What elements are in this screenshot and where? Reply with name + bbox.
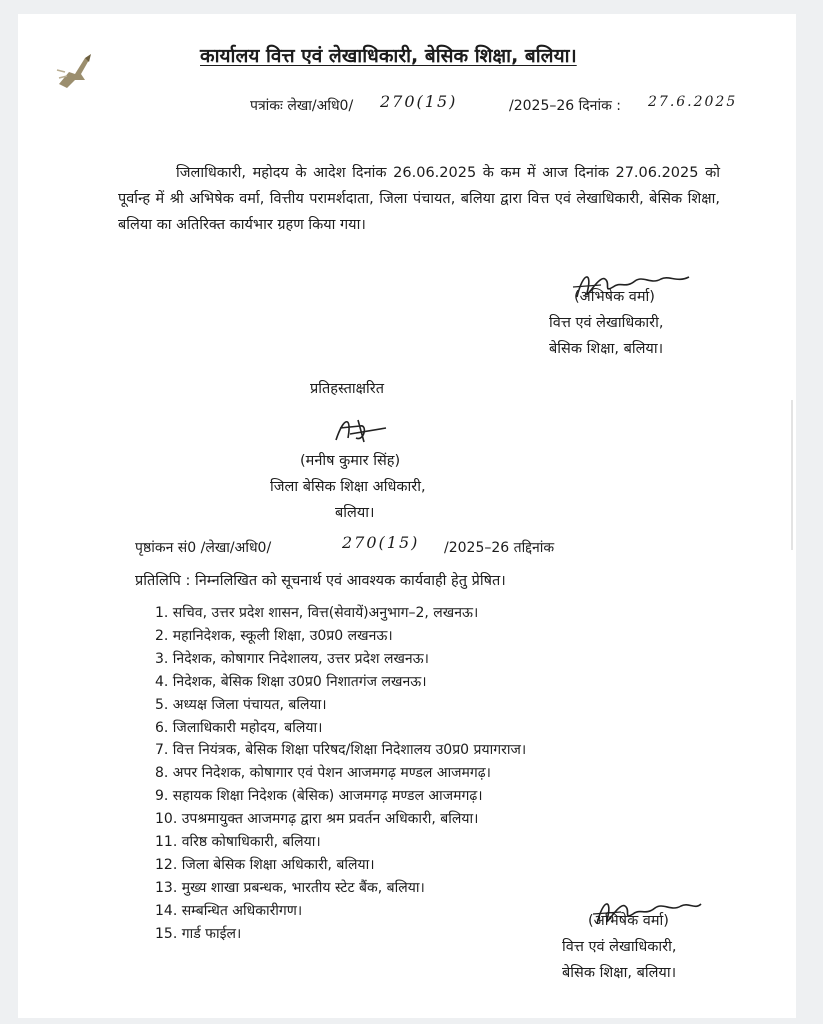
list-item: 9. सहायक शिक्षा निदेशक (बेसिक) आजमगढ़ मण्डल आजमगढ़। <box>155 788 483 804</box>
list-item: 6. जिलाधिकारी महोदय, बलिया। <box>155 720 323 736</box>
list-item: 11. वरिष्ठ कोषाधिकारी, बलिया। <box>155 834 321 850</box>
list-item: 8. अपर निदेशक, कोषागार एवं पेशन आजमगढ़ मण्डल आजमगढ़। <box>155 765 491 781</box>
reference-year: /2025–26 दिनांक : <box>509 98 621 114</box>
list-item: 2. महानिदेशक, स्कूली शिक्षा, उ0प्र0 लखनऊ। <box>155 628 393 644</box>
list-item: 10. उपश्रमायुक्त आजमगढ़ द्वारा श्रम प्रवर्तन अधिकारी, बलिया। <box>155 811 479 827</box>
list-item: 14. सम्बन्धित अधिकारीगण। <box>155 903 303 919</box>
endorsement-number: 270(15) <box>342 533 420 552</box>
signatory2-office: बेसिक शिक्षा, बलिया। <box>562 965 677 981</box>
signatory1-office: बेसिक शिक्षा, बलिया। <box>549 341 664 357</box>
reference-prefix: पत्रांकः लेखा/अधि0/ <box>250 98 354 114</box>
signatory2-designation: वित्त एवं लेखाधिकारी, <box>562 939 677 955</box>
signatory1-designation: वित्त एवं लेखाधिकारी, <box>549 315 664 331</box>
list-item: 3. निदेशक, कोषागार निदेशालय, उत्तर प्रदेश लखनऊ। <box>155 651 429 667</box>
list-item: 15. गार्ड फाईल। <box>155 926 242 942</box>
list-item: 1. सचिव, उत्तर प्रदेश शासन, वित्त(सेवायें)अनुभाग–2, लखनऊ। <box>155 605 479 621</box>
reference-date: 27.6.2025 <box>648 94 738 110</box>
emblem-icon <box>55 50 95 92</box>
list-item: 4. निदेशक, बेसिक शिक्षा उ0प्र0 निशातगंज लखनऊ। <box>155 674 427 690</box>
signatory2-name: (अभिषेक वर्मा) <box>588 913 669 929</box>
countersign-designation: जिला बेसिक शिक्षा अधिकारी, <box>270 479 426 495</box>
signatory1-name: (अभिषेक वर्मा) <box>574 289 655 305</box>
signature-icon <box>330 412 390 446</box>
countersign-name: (मनीष कुमार सिंह) <box>300 453 401 469</box>
list-item: 5. अध्यक्ष जिला पंचायत, बलिया। <box>155 697 327 713</box>
page-title: कार्यालय वित्त एवं लेखाधिकारी, बेसिक शिक्षा, बलिया। <box>200 45 577 67</box>
list-item: 13. मुख्य शाखा प्रबन्धक, भारतीय स्टेट बैंक, बलिया। <box>155 880 425 896</box>
page-edge-shadow <box>791 400 793 550</box>
endorsement-suffix: /2025–26 तद्दिनांक <box>444 540 555 556</box>
list-item: 7. वित्त नियंत्रक, बेसिक शिक्षा परिषद/शिक्षा निदेशालय उ0प्र0 प्रयागराज। <box>155 742 527 758</box>
body-paragraph: जिलाधिकारी, महोदय के आदेश दिनांक 26.06.2025 के कम में आज दिनांक 27.06.2025 को पूर्वान्ह में श्री अभिषेक वर्मा, वित्तीय परामर्शदाता, जिला पंचायत, बलिया द्वारा वित्त एवं लेखाधिकारी, बेसिक शिक्षा, बलिया का अतिरिक्त कार्यभार ग्रहण किया गया। <box>118 165 720 233</box>
reference-number: 270(15) <box>380 92 458 111</box>
copy-heading: प्रतिलिपि : निम्नलिखित को सूचनार्थ एवं आवश्यक कार्यवाही हेतु प्रेषित। <box>135 573 506 589</box>
endorsement-prefix: पृष्ठांकन सं0 /लेखा/अधि0/ <box>135 540 272 556</box>
list-item: 12. जिला बेसिक शिक्षा अधिकारी, बलिया। <box>155 857 375 873</box>
countersign-label: प्रतिहस्ताक्षरित <box>310 381 384 397</box>
countersign-place: बलिया। <box>335 505 375 521</box>
